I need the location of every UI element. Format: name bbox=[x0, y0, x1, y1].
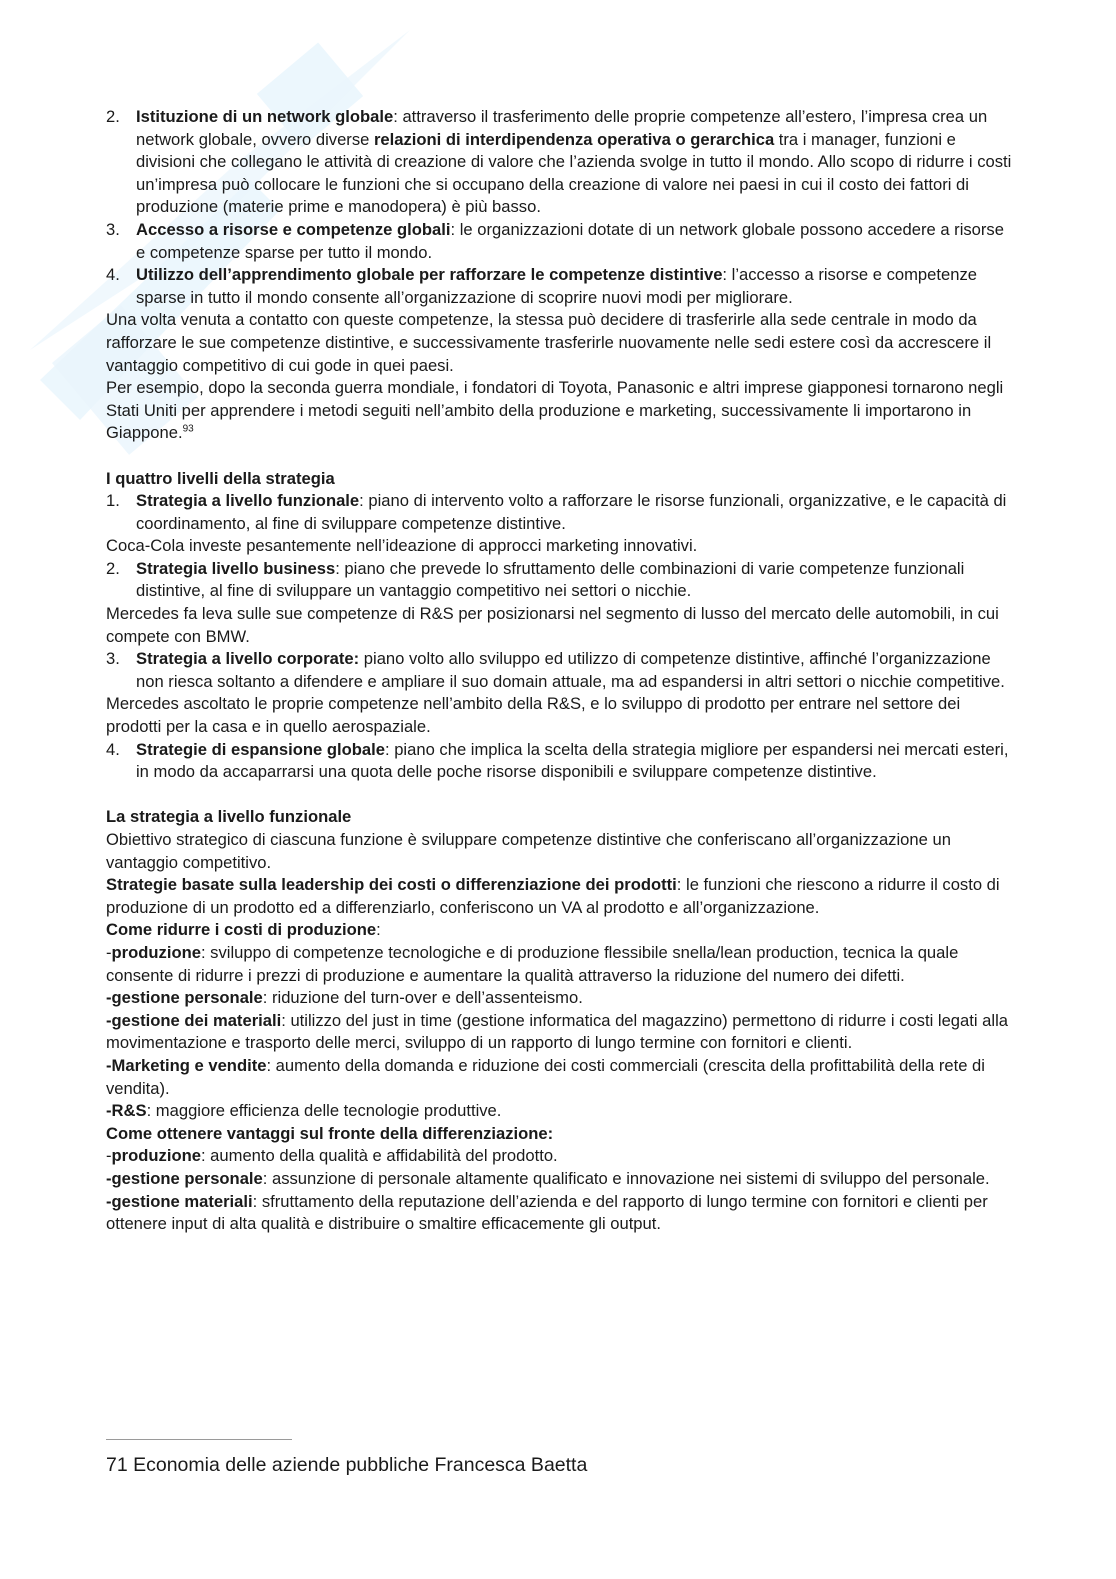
footnote-reference: 93 bbox=[182, 423, 194, 435]
list-item bbox=[106, 1010, 1016, 1055]
document-body bbox=[106, 106, 1016, 1236]
dash: - bbox=[106, 1146, 112, 1166]
bold-term: Strategie basate sulla leadership dei costi o differenziazione dei prodotti bbox=[106, 875, 677, 895]
bold-term: -gestione personale bbox=[106, 988, 263, 1008]
section-heading: La strategia a livello funzionale bbox=[106, 807, 352, 827]
item-text: : riduzione del turn-over e dell’assenteismo. bbox=[262, 988, 583, 1008]
bold-term: -R&S bbox=[106, 1101, 147, 1121]
bold-term: -gestione dei materiali bbox=[106, 1010, 282, 1030]
list-number: 1. bbox=[106, 491, 120, 511]
bold-term: Come ridurre i costi di produzione bbox=[106, 920, 377, 940]
item-text: : assunzione di personale altamente qualificato e innovazione nei sistemi di sviluppo del personale. bbox=[262, 1168, 990, 1188]
item-text: : piano di intervento volto a rafforzare le risorse funzionali, organizzative, e le capacità di coordinamento, al fine di sviluppare competenze distintive. bbox=[136, 491, 1007, 533]
colon: : bbox=[376, 920, 381, 940]
dash: - bbox=[106, 942, 112, 962]
list-item-strategia-funzionale bbox=[106, 490, 1016, 535]
list-number: 4. bbox=[106, 739, 120, 759]
item-text: : utilizzo del just in time (gestione informatica del magazzino) permettono di ridurre i costi legati alla movimentazione e trasporto delle merci, sviluppo di un rapporto di lungo termine con fornitori e clienti. bbox=[106, 1010, 1008, 1053]
bold-term: -gestione personale bbox=[106, 1168, 263, 1188]
item-text: : attraverso il trasferimento delle proprie competenze all’estero, l’impresa crea un network globale, ovvero diverse bbox=[136, 107, 988, 149]
item-text: : sfruttamento della reputazione dell’azienda e del rapporto di lungo termine con fornitori e clienti per ottenere input di alta qualità e distribuire o smaltire efficacemente gli output. bbox=[106, 1191, 988, 1234]
paragraph-text: : le funzioni che riescono a ridurre il costo di produzione di un prodotto ed a differenziarlo, conferiscono un VA al prodotto e all’organizzazione. bbox=[106, 875, 1000, 917]
item-text: : piano che implica la scelta della strategia migliore per espandersi nei mercati esteri, in modo da accaparrarsi una quota delle poche risorse disponibili e sviluppare competenze distintive. bbox=[136, 739, 1009, 782]
list-number: 2. bbox=[106, 558, 120, 578]
list-item-strategia-business bbox=[106, 558, 1016, 603]
subheading bbox=[106, 919, 1016, 942]
example-paragraph: Coca-Cola investe pesantemente nell’ideazione di approcci marketing innovativi. bbox=[106, 536, 698, 556]
bold-term: Accesso a risorse e competenze globali bbox=[136, 219, 451, 239]
subheading: Come ottenere vantaggi sul fronte della differenziazione: bbox=[106, 1123, 554, 1143]
bold-term: -gestione materiali bbox=[106, 1191, 253, 1211]
section-heading: I quattro livelli della strategia bbox=[106, 468, 335, 488]
bold-term: -Marketing e vendite bbox=[106, 1055, 267, 1075]
item-text: : aumento della qualità e affidabilità del prodotto. bbox=[200, 1146, 558, 1166]
bold-term: Strategie di espansione globale bbox=[136, 739, 385, 759]
example-paragraph: Mercedes fa leva sulle sue competenze di R&S per posizionarsi nel segmento di lusso del mercato delle automobili, in cui compete con BMW. bbox=[106, 604, 999, 646]
list-number: 3. bbox=[106, 219, 120, 239]
list-item bbox=[106, 1191, 1016, 1236]
bold-term: Utilizzo dell’apprendimento globale per rafforzare le competenze distintive bbox=[136, 265, 723, 285]
bold-term: Strategia a livello corporate: bbox=[136, 649, 360, 669]
paragraph bbox=[106, 874, 1016, 919]
list-item-risorse-globali bbox=[106, 219, 1016, 264]
paragraph-text: Per esempio, dopo la seconda guerra mondiale, i fondatori di Toyota, Panasonic e altri imprese giapponesi tornarono negli Stati Uniti per apprendere i metodi seguiti nell’ambito della produzione e marketing, successivamente li importarono in Giappone. bbox=[106, 378, 1004, 443]
list-item-apprendimento-globale bbox=[106, 264, 1016, 309]
bold-term: produzione bbox=[111, 942, 201, 962]
list-item-espansione-globale bbox=[106, 739, 1016, 784]
list-item bbox=[106, 1168, 1016, 1191]
item-text: tra i manager, funzioni e divisioni che collegano le attività di creazione di valore che l’azienda svolge in tutto il mondo. Allo scopo di ridurre i costi un’impresa può collocare le funzioni che si occupano della creazione di valore nei paesi in cui il costo dei fattori di produzione (materie prime e manodopera) è più basso. bbox=[136, 129, 1012, 217]
paragraph: Una volta venuta a contatto con queste competenze, la stessa può decidere di trasferirle alla sede centrale in modo da rafforzare le sue competenze distintive, e successivamente trasferirle nuovamente nelle sedi estere così da accrescere il vantaggio competitivo di cui gode in quei paesi. bbox=[106, 310, 992, 375]
list-item bbox=[106, 1055, 1016, 1100]
list-item bbox=[106, 987, 1016, 1010]
footnote: 71 Economia delle aziende pubbliche Francesca Baetta bbox=[106, 1454, 588, 1476]
bold-term: Strategia livello business bbox=[136, 558, 336, 578]
list-item-strategia-corporate bbox=[106, 648, 1016, 693]
footnote-divider bbox=[106, 1439, 292, 1440]
example-paragraph: Mercedes ascoltato le proprie competenze nell’ambito della R&S, e lo sviluppo di prodotto per entrare nel settore dei prodotti per la casa e in quello aerospaziale. bbox=[106, 694, 961, 737]
item-text: : le organizzazioni dotate di un network globale possono accedere a risorse e competenze sparse per tutto il mondo. bbox=[136, 219, 1004, 262]
bold-term: Strategia a livello funzionale bbox=[136, 491, 360, 511]
item-text: : piano che prevede lo sfruttamento delle combinazioni di varie competenze funzionali distintive, al fine di sviluppare un vantaggio competitivo nei settori o nicchie. bbox=[136, 558, 965, 601]
bold-term: relazioni di interdipendenza operativa o gerarchica bbox=[373, 129, 775, 149]
item-text: : maggiore efficienza delle tecnologie produttive. bbox=[146, 1101, 502, 1121]
paragraph: Obiettivo strategico di ciascuna funzione è sviluppare competenze distintive che conferiscano all’organizzazione un vantaggio competitivo. bbox=[106, 830, 951, 872]
costi-list bbox=[106, 942, 1016, 1123]
item-text: : sviluppo di competenze tecnologiche e di produzione flessibile snella/lean production, tecnica la quale consente di ridurre i prezzi di produzione e aumentare la qualità attraverso la riduzione del numero dei difetti. bbox=[106, 942, 959, 985]
diff-list bbox=[106, 1145, 1016, 1235]
list-number: 2. bbox=[106, 107, 120, 126]
list-item bbox=[106, 1100, 1016, 1123]
list-item bbox=[106, 1145, 1016, 1168]
item-text: : l’accesso a risorse e competenze sparse in tutto il mondo consente all’organizzazione di scoprire nuovi modi per migliorare. bbox=[136, 265, 977, 307]
list-number: 4. bbox=[106, 265, 120, 285]
paragraph bbox=[106, 377, 1016, 445]
item-text: : aumento della domanda e riduzione dei costi commerciali (crescita della profittabilità della rete di vendita). bbox=[106, 1055, 985, 1098]
bold-term: produzione bbox=[111, 1146, 201, 1166]
list-item bbox=[106, 942, 1016, 987]
list-number: 3. bbox=[106, 649, 120, 669]
list-item-network-globale bbox=[106, 106, 1016, 219]
item-text: piano volto allo sviluppo ed utilizzo di competenze distintive, affinché l’organizzazione non riesca soltanto a difendere e ampliare il suo domain attuale, ma ad espandersi in altri settori o nicchie competitive. bbox=[136, 649, 1005, 691]
bold-term: Istituzione di un network globale bbox=[136, 107, 394, 126]
